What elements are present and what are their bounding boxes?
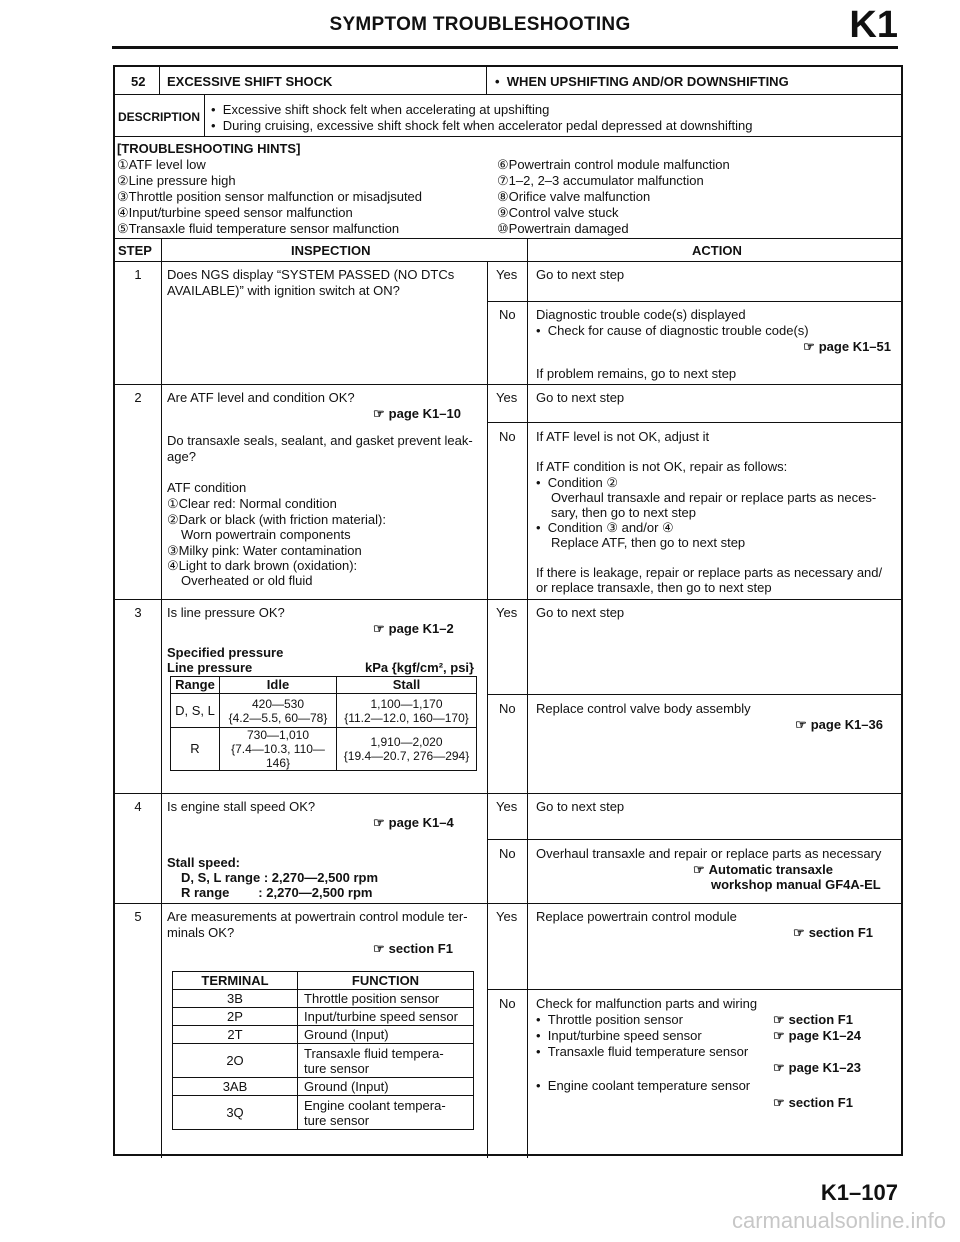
step-1-no-action-2: • Check for cause of diagnostic trouble code(s) [536, 323, 809, 338]
line-pressure-table [170, 676, 477, 771]
step-1-inspection-line-1: Does NGS display “SYSTEM PASSED (NO DTCs [167, 267, 455, 282]
step-2-inspection-seals-2: age? [167, 449, 196, 464]
step-2-no-action-2: If ATF condition is not OK, repair as follows: [536, 459, 788, 474]
step-2-atf-1: ①Clear red: Normal condition [167, 496, 337, 511]
step-5-no: No [499, 996, 516, 1011]
step-1-yes: Yes [496, 267, 518, 282]
step-3-number: 3 [134, 605, 142, 620]
step-4-yes-action: Go to next step [536, 799, 625, 814]
step-4-reference: ☞ page K1–4 [373, 815, 454, 830]
step-4-number: 4 [134, 799, 142, 814]
pointing-hand-icon: ☞ [793, 925, 805, 940]
step-1-number: 1 [134, 267, 142, 282]
pressure-header-range: Range [171, 677, 220, 694]
description-label: DESCRIPTION [118, 110, 201, 124]
step-5-no-item-2: • Input/turbine speed sensor [536, 1028, 702, 1043]
step-5-no-item-3-ref: ☞ page K1–23 [773, 1060, 861, 1075]
hint-8: ⑧Orifice valve malfunction [497, 189, 651, 204]
terminal-cell: 3AB [173, 1078, 298, 1096]
step-5-yes-reference: ☞ section F1 [793, 925, 873, 940]
function-cell: Input/turbine speed sensor [298, 1008, 474, 1026]
step-4-no: No [499, 846, 516, 861]
hint-4: ④Input/turbine speed sensor malfunction [117, 205, 353, 220]
hint-5: ⑤Transaxle fluid temperature sensor malfunction [117, 221, 400, 236]
pointing-hand-icon: ☞ [773, 1028, 785, 1043]
step-2-no: No [499, 429, 516, 444]
function-header: FUNCTION [298, 972, 474, 990]
header-rule [112, 46, 898, 49]
function-cell: Transaxle fluid tempera- ture sensor [298, 1044, 474, 1078]
step-5-number: 5 [134, 909, 142, 924]
pointing-hand-icon: ☞ [373, 406, 385, 421]
step-4-inspection: Is engine stall speed OK? [167, 799, 316, 814]
step-2-atf-2: ②Dark or black (with friction material): [167, 512, 386, 527]
step-5-no-item-3: • Transaxle fluid temperature sensor [536, 1044, 749, 1059]
function-cell: Throttle position sensor [298, 990, 474, 1008]
symptom-number: 52 [131, 74, 146, 89]
terminal-table [172, 971, 474, 1130]
watermark-text: carmanualsonline.info [731, 1208, 946, 1233]
function-cell: Engine coolant tempera- ture sensor [298, 1096, 474, 1130]
function-cell: Ground (Input) [298, 1026, 474, 1044]
pressure-row-range: D, S, L [171, 694, 220, 728]
terminal-cell: 2O [173, 1044, 298, 1078]
step-4-no-reference-2: workshop manual GF4A-EL [711, 877, 881, 892]
step-5-yes-action: Replace powertrain control module [536, 909, 737, 924]
step-1-no-action-1: Diagnostic trouble code(s) displayed [536, 307, 746, 322]
hints-title: [TROUBLESHOOTING HINTS] [117, 141, 301, 156]
step-5-no-item-1-ref: ☞ section F1 [773, 1012, 853, 1027]
pressure-row-idle: 420—530 {4.2—5.5, 60—78} [220, 694, 337, 728]
symptom-name: EXCESSIVE SHIFT SHOCK [167, 74, 333, 89]
pressure-header-idle: Idle [220, 677, 337, 694]
step-2-atf-4: ④Light to dark brown (oxidation): [167, 558, 358, 573]
pointing-hand-icon: ☞ [773, 1060, 785, 1075]
step-5-reference: ☞ section F1 [373, 941, 453, 956]
step-2-inspection-line-1: Are ATF level and condition OK? [167, 390, 355, 405]
column-inspection: INSPECTION [291, 243, 371, 258]
step-4-no-reference-1: ☞ Automatic transaxle [693, 862, 833, 877]
step-1-no-after: If problem remains, go to next step [536, 366, 737, 381]
pressure-row-idle: 730—1,010 {7.4—10.3, 110—146} [220, 728, 337, 771]
pointing-hand-icon: ☞ [795, 717, 807, 732]
pointing-hand-icon: ☞ [373, 621, 385, 636]
step-2-yes-action: Go to next step [536, 390, 625, 405]
terminal-cell: 3Q [173, 1096, 298, 1130]
pressure-row-stall: 1,910—2,020 {19.4—20.7, 276—294} [337, 728, 477, 771]
column-step: STEP [118, 243, 152, 258]
step-3-reference: ☞ page K1–2 [373, 621, 454, 636]
step-2-atf-2b: Worn powertrain components [181, 527, 351, 542]
terminal-cell: 2T [173, 1026, 298, 1044]
hint-1: ①ATF level low [117, 157, 206, 172]
pointing-hand-icon: ☞ [773, 1095, 785, 1110]
step-5-inspection-1: Are measurements at powertrain control module ter- [167, 909, 468, 924]
step-2-reference: ☞ page K1–10 [373, 406, 461, 421]
terminal-cell: 3B [173, 990, 298, 1008]
hint-10: ⑩Powertrain damaged [497, 221, 629, 236]
step-2-no-action-3: • Condition ② [536, 475, 618, 490]
page-number: K1–107 [820, 1180, 898, 1205]
step-2-atf-4b: Overheated or old fluid [181, 573, 313, 588]
pointing-hand-icon: ☞ [773, 1012, 785, 1027]
step-3-spec-title: Specified pressure [167, 645, 284, 660]
step-3-no-action: Replace control valve body assembly [536, 701, 751, 716]
step-5-inspection-2: minals OK? [167, 925, 235, 940]
step-3-spec-unit: kPa {kgf/cm², psi} [365, 660, 475, 675]
section-code: K1 [849, 4, 898, 46]
pointing-hand-icon: ☞ [373, 941, 385, 956]
step-1-no: No [499, 307, 516, 322]
step-3-no-reference: ☞ page K1–36 [795, 717, 883, 732]
step-5-no-item-4: • Engine coolant temperature sensor [536, 1078, 751, 1093]
step-2-no-action-5: sary, then go to next step [551, 505, 697, 520]
description-item-1: • Excessive shift shock felt when accelerating at upshifting [211, 102, 550, 117]
page-header-title: SYMPTOM TROUBLESHOOTING [329, 14, 631, 35]
step-4-stall-title: Stall speed: [167, 855, 240, 870]
step-5-no-title: Check for malfunction parts and wiring [536, 996, 758, 1011]
step-5-yes: Yes [496, 909, 518, 924]
pointing-hand-icon: ☞ [803, 339, 815, 354]
hint-7: ⑦1–2, 2–3 accumulator malfunction [497, 173, 704, 188]
step-2-no-action-7: Replace ATF, then go to next step [551, 535, 746, 550]
terminal-header: TERMINAL [173, 972, 298, 990]
step-1-no-reference: ☞ page K1–51 [803, 339, 891, 354]
step-2-yes: Yes [496, 390, 518, 405]
step-1-inspection-line-2: AVAILABLE)” with ignition switch at ON? [167, 283, 400, 298]
step-3-inspection: Is line pressure OK? [167, 605, 285, 620]
hint-6: ⑥Powertrain control module malfunction [497, 157, 730, 172]
step-2-no-action-8: If there is leakage, repair or replace parts as necessary and/ [536, 565, 883, 580]
step-1-yes-action: Go to next step [536, 267, 625, 282]
step-4-no-action: Overhaul transaxle and repair or replace parts as necessary [536, 846, 882, 861]
step-4-stall-2: R range : 2,270—2,500 rpm [181, 885, 373, 900]
troubleshooting-table [113, 65, 903, 1156]
step-2-atf-3: ③Milky pink: Water contamination [167, 543, 362, 558]
step-2-inspection-seals-1: Do transaxle seals, sealant, and gasket prevent leak- [167, 433, 473, 448]
function-cell: Ground (Input) [298, 1078, 474, 1096]
pressure-row-range: R [171, 728, 220, 771]
step-2-number: 2 [134, 390, 142, 405]
step-2-no-action-4: Overhaul transaxle and repair or replace parts as neces- [551, 490, 877, 505]
step-2-no-action-6: • Condition ③ and/or ④ [536, 520, 674, 535]
step-2-atf-title: ATF condition [167, 480, 247, 495]
step-3-spec-label: Line pressure [167, 660, 253, 675]
pressure-header-stall: Stall [337, 677, 477, 694]
hint-9: ⑨Control valve stuck [497, 205, 619, 220]
hint-3: ③Throttle position sensor malfunction or misadjsuted [117, 189, 423, 204]
column-action: ACTION [692, 243, 742, 258]
step-3-yes: Yes [496, 605, 518, 620]
step-4-yes: Yes [496, 799, 518, 814]
hint-2: ②Line pressure high [117, 173, 236, 188]
step-2-no-action-9: or replace transaxle, then go to next step [536, 580, 772, 595]
step-5-no-item-2-ref: ☞ page K1–24 [773, 1028, 861, 1043]
step-4-stall-1: D, S, L range : 2,270—2,500 rpm [181, 870, 379, 885]
step-5-no-item-1: • Throttle position sensor [536, 1012, 683, 1027]
step-3-yes-action: Go to next step [536, 605, 625, 620]
step-3-no: No [499, 701, 516, 716]
symptom-condition: • WHEN UPSHIFTING AND/OR DOWNSHIFTING [495, 74, 789, 89]
step-5-no-item-4-ref: ☞ section F1 [773, 1095, 853, 1110]
step-2-no-action-1: If ATF level is not OK, adjust it [536, 429, 710, 444]
pressure-row-stall: 1,100—1,170 {11.2—12.0, 160—170} [337, 694, 477, 728]
pointing-hand-icon: ☞ [373, 815, 385, 830]
description-item-2: • During cruising, excessive shift shock felt when accelerator pedal depressed at downshifting [211, 118, 753, 133]
terminal-cell: 2P [173, 1008, 298, 1026]
pointing-hand-icon: ☞ [693, 862, 705, 877]
